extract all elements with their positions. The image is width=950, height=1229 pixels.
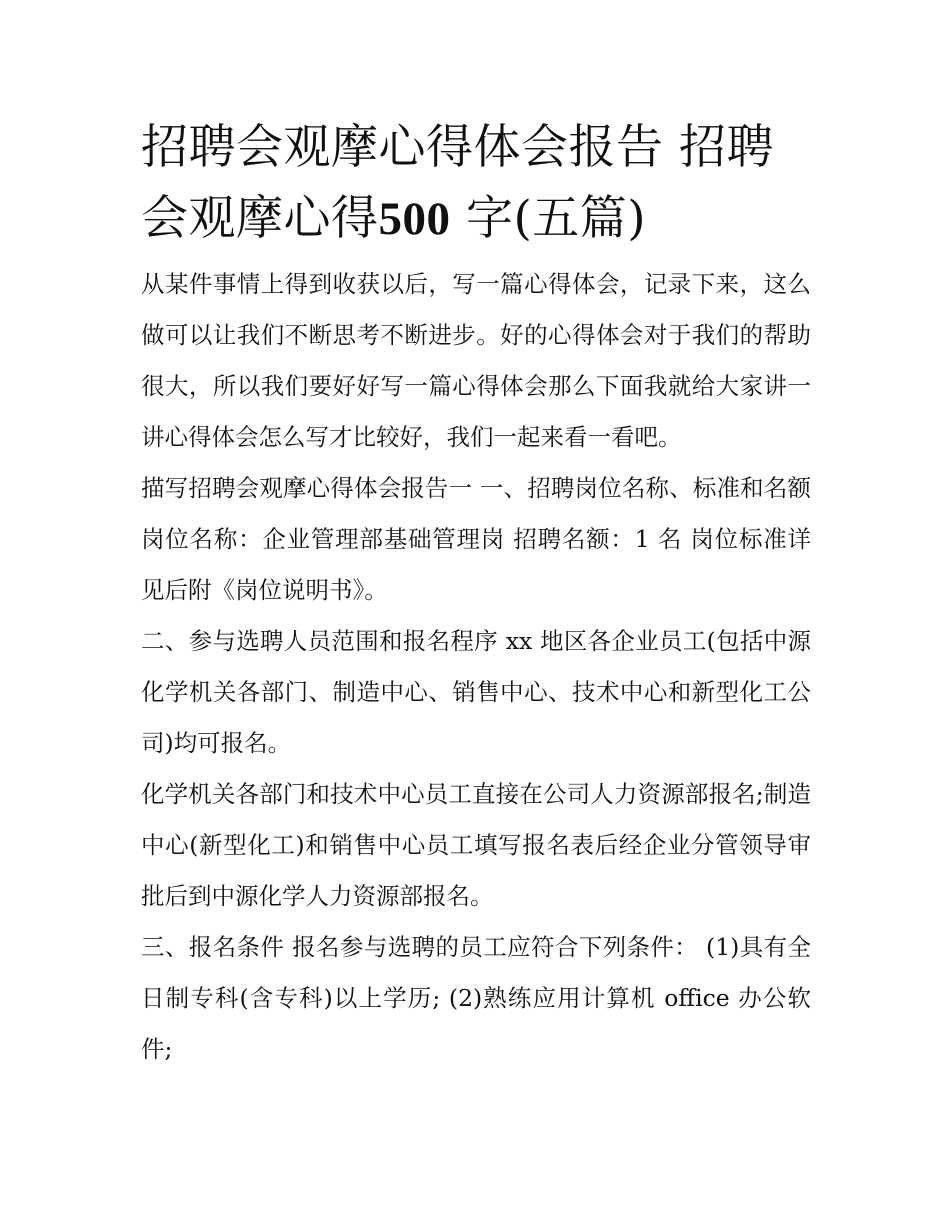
section-one-paragraph: 描写招聘会观摩心得体会报告一 一、招聘岗位名称、标准和名额 岗位名称：企业管理部基础管理岗 招聘名额：1 名 岗位标准详见后附《岗位说明书》。 [141, 474, 811, 604]
section-two-paragraph: 二、参与选聘人员范围和报名程序 xx 地区各企业员工(包括中源化学机关各部门、制造中心、销售中心、技术中心和新型化工公司)均可报名。 [141, 627, 811, 757]
document-title [141, 112, 811, 255]
title-suffix: 字(五篇) [450, 191, 647, 246]
document-page [141, 112, 811, 1075]
title-number: 500 [378, 193, 451, 245]
intro-paragraph: 从某件事情上得到收获以后，写一篇心得体会，记录下来，这么做可以让我们不断思考不断进步。好的心得体会对于我们的帮助很大，所以我们要好好写一篇心得体会那么下面我就给大家讲一讲心得体会怎么写才比较好，我们一起来看一看吧。 [141, 270, 811, 451]
registration-paragraph: 化学机关各部门和技术中心员工直接在公司人力资源部报名;制造中心(新型化工)和销售中心员工填写报名表后经企业分管领导审批后到中源化学人力资源部报名。 [141, 780, 811, 910]
title-text: 招聘会观摩心得体会报告 招聘会观摩心得 [141, 120, 774, 246]
section-three-paragraph: 三、报名条件 报名参与选聘的员工应符合下列条件： (1)具有全日制专科(含专科)以上学历; (2)熟练应用计算机 office 办公软件; [141, 933, 811, 1063]
